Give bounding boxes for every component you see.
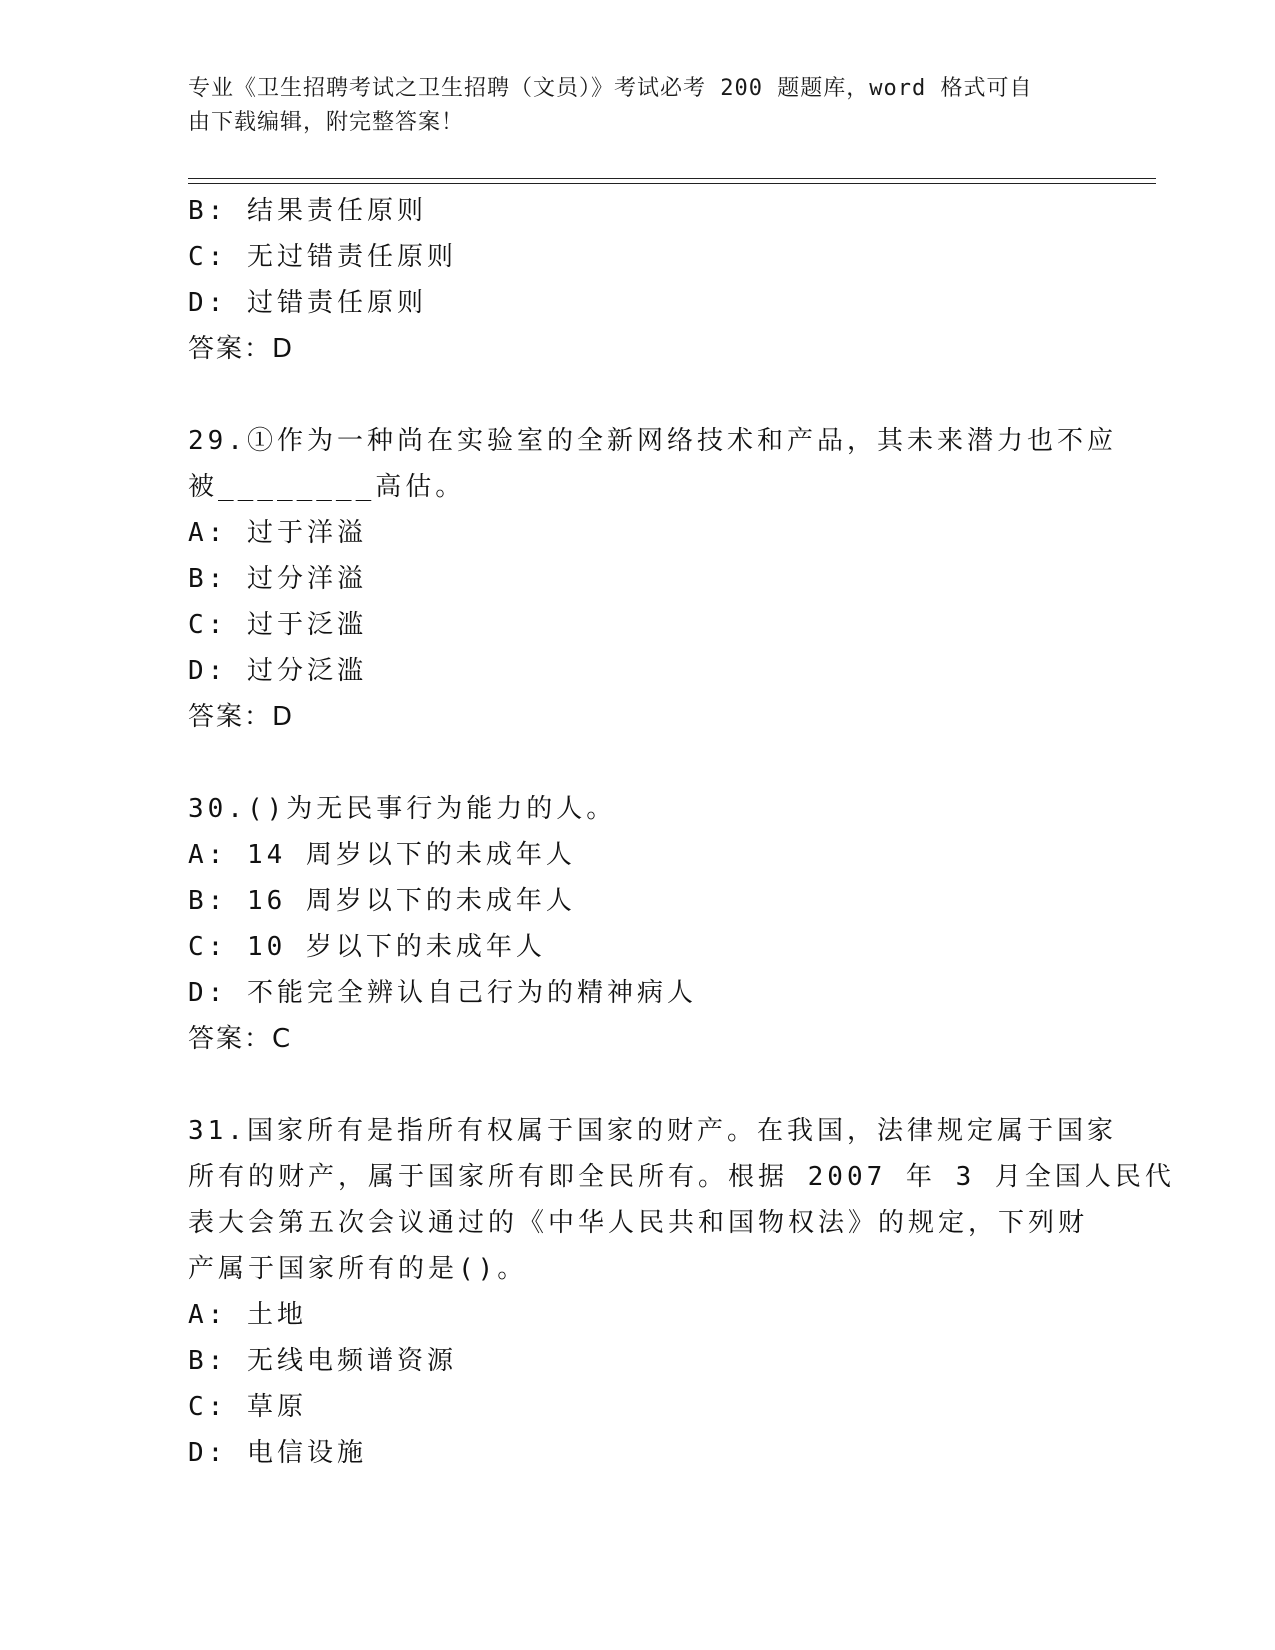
header-line-1: 专业《卫生招聘考试之卫生招聘（文员）》考试必考 200 题题库，word 格式可自 (188, 76, 1033, 101)
header-line-2: 由下载编辑，附完整答案！ (188, 110, 465, 135)
answer-text: 答案：C (188, 1024, 293, 1054)
question-spacer (188, 740, 1088, 786)
document-header (188, 72, 1078, 140)
option-c: C: 草原 (188, 1392, 307, 1422)
question-spacer (188, 372, 1088, 418)
option-c: C: 10 岁以下的未成年人 (188, 932, 546, 962)
question-text-line: 30.()为无民事行为能力的人。 (188, 794, 617, 824)
question-31 (188, 1108, 1175, 1476)
question-28-tail (188, 188, 1088, 372)
option-a: A: 14 周岁以下的未成年人 (188, 840, 576, 870)
option-d: D: 不能完全辨认自己行为的精神病人 (188, 978, 697, 1008)
question-text-line: 产属于国家所有的是()。 (188, 1254, 528, 1284)
question-text-line: 表大会第五次会议通过的《中华人民共和国物权法》的规定，下列财 (188, 1208, 1089, 1238)
option-c: C: 无过错责任原则 (188, 242, 457, 272)
option-b: B: 16 周岁以下的未成年人 (188, 886, 576, 916)
question-30 (188, 786, 1088, 1062)
option-d: D: 电信设施 (188, 1438, 367, 1468)
question-text (188, 786, 1068, 832)
answer-text: 答案：D (188, 702, 295, 732)
option-b: B: 结果责任原则 (188, 196, 427, 226)
question-text-line: 所有的财产，属于国家所有即全民所有。根据 2007 年 3 月全国人民代 (188, 1162, 1175, 1192)
question-text-line: 29.①作为一种尚在实验室的全新网络技术和产品，其未来潜力也不应 (188, 426, 1117, 456)
question-text-line: 被________高估。 (188, 472, 466, 502)
option-c: C: 过于泛滥 (188, 610, 367, 640)
header-divider-top (188, 178, 1156, 179)
answer-text: 答案：D (188, 334, 295, 364)
option-b: B: 过分洋溢 (188, 564, 367, 594)
question-text-line: 31.国家所有是指所有权属于国家的财产。在我国，法律规定属于国家 (188, 1116, 1117, 1146)
option-a: A: 过于洋溢 (188, 518, 367, 548)
question-list (188, 188, 1175, 1476)
question-text (188, 418, 1117, 510)
header-divider-bottom (188, 183, 1156, 184)
option-a: A: 土地 (188, 1300, 307, 1330)
question-spacer (188, 1062, 1088, 1108)
option-d: D: 过分泛滥 (188, 656, 367, 686)
option-b: B: 无线电频谱资源 (188, 1346, 457, 1376)
question-text (188, 1108, 1175, 1292)
question-29 (188, 418, 1117, 740)
option-d: D: 过错责任原则 (188, 288, 427, 318)
